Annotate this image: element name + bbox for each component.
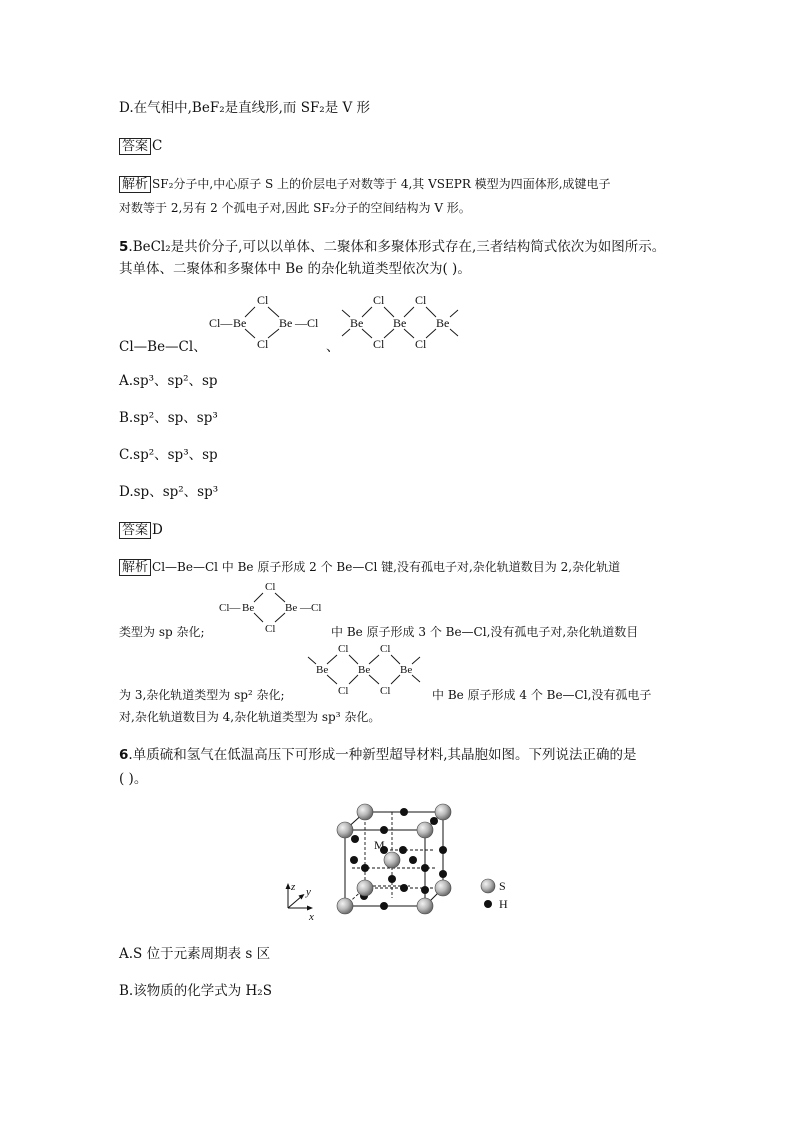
legend-s-symbol [481,879,495,893]
q4-option-d: D.在气相中,BeF₂是直线形,而 SF₂是 V 形 [119,100,371,116]
q6-stem-line2: ( )。 [119,771,148,787]
q5-stem-text: .BeCl₂是共价分子,可以以单体、二聚体和多聚体形式存在,三者结构简式依次为如图所示。 [128,239,666,255]
svg-text:Cl: Cl [380,643,391,655]
axis-x-label: x [309,911,314,923]
explain-text: Cl—Be—Cl 中 Be 原子形成 2 个 Be—Cl 键,没有孤电子对,杂化轨道数目为 2,杂化轨道 [152,560,621,574]
q5-explain-line2b: 中 Be 原子形成 3 个 Be—Cl,没有孤电子对,杂化轨道数目 [331,625,639,639]
svg-text:Cl: Cl [380,685,391,697]
poly-be-2: Be [393,316,407,330]
q4-explain-line1 [119,175,611,193]
dimer-be-right: Be [279,316,293,330]
svg-text:Be: Be [242,602,255,614]
q6-option-a: A.S 位于元素周期表 s 区 [119,946,271,962]
poly-cl-bottom-1: Cl [373,337,385,351]
center-label-m: M [374,838,385,852]
q6-stem-text: .单质硫和氢气在低温高压下可形成一种新型超导材料,其晶胞如图。下列说法正确的是 [128,747,637,763]
q6-stem-line1 [119,746,637,764]
crystal-cell-figure [280,800,520,925]
svg-text:Be: Be [358,664,371,676]
answer-value: D [152,522,163,538]
q6-option-b: B.该物质的化学式为 H₂S [119,983,272,999]
q5-stem-line2: 其单体、二聚体和多聚体中 Be 的杂化轨道类型依次为( )。 [119,261,471,277]
poly-cl-top-2: Cl [415,293,427,307]
svg-text:Cl—: Cl— [219,602,241,614]
q5-explain-line3a: 为 3,杂化轨道类型为 sp² 杂化; [119,688,285,702]
svg-text:Cl: Cl [338,643,349,655]
dimer-be-left: Be [233,316,247,330]
explain-tag: 解析 [119,559,151,576]
monomer-structure: Cl—Be—Cl、 [119,339,207,355]
structure-separator: 、 [326,339,340,355]
answer-value: C [152,138,163,154]
legend-s-label: S [499,879,506,893]
dimer-structure [200,290,330,350]
svg-text:Cl: Cl [265,581,276,593]
poly-cl-top-1: Cl [373,293,385,307]
svg-text:Cl: Cl [265,623,276,635]
poly-be-1: Be [350,316,364,330]
q5-option-d: D.sp、sp²、sp³ [119,484,219,500]
svg-text:Be: Be [400,664,413,676]
q4-explain-line2: 对数等于 2,另有 2 个孤电子对,因此 SF₂分子的空间结构为 V 形。 [119,201,471,215]
q5-explain-line2a: 类型为 sp 杂化; [119,625,205,639]
q5-number: 5 [119,239,129,255]
legend-h-label: H [499,897,508,911]
dimer-cl-left: Cl— [209,316,233,330]
q5-explain-line3b: 中 Be 原子形成 4 个 Be—Cl,没有孤电子 [432,688,652,702]
answer-tag: 答案 [119,138,151,155]
svg-text:Cl: Cl [338,685,349,697]
dimer-cl-right: —Cl [295,316,319,330]
legend-h-symbol [484,900,492,908]
explain-dimer-structure [212,578,332,636]
axis-z-label: z [291,881,296,893]
explain-polymer-structure [300,640,428,698]
q5-option-b: B.sp²、sp、sp³ [119,410,218,426]
dimer-cl-top: Cl [257,293,269,307]
explain-text: SF₂分子中,中心原子 S 上的价层电子对数等于 4,其 VSEPR 模型为四面体形,成键电子 [152,177,611,191]
svg-text:Be: Be [316,664,329,676]
q5-explain-line1 [119,558,620,576]
answer-tag: 答案 [119,522,151,539]
svg-text:Be: Be [285,602,298,614]
q5-option-a: A.sp³、sp²、sp [119,373,218,389]
q4-answer-row [119,137,162,155]
q5-explain-line4: 对,杂化轨道数目为 4,杂化轨道类型为 sp³ 杂化。 [119,710,381,724]
q5-option-c: C.sp²、sp³、sp [119,447,218,463]
q5-stem-line1 [119,238,665,256]
svg-text:—Cl: —Cl [300,602,322,614]
dimer-cl-bottom: Cl [257,337,269,351]
poly-cl-bottom-2: Cl [415,337,427,351]
q5-answer-row [119,521,163,539]
axis-y-label: y [306,886,311,898]
poly-be-3: Be [436,316,450,330]
explain-tag: 解析 [119,176,151,193]
polymer-structure [340,290,465,350]
q6-number: 6 [119,747,129,763]
